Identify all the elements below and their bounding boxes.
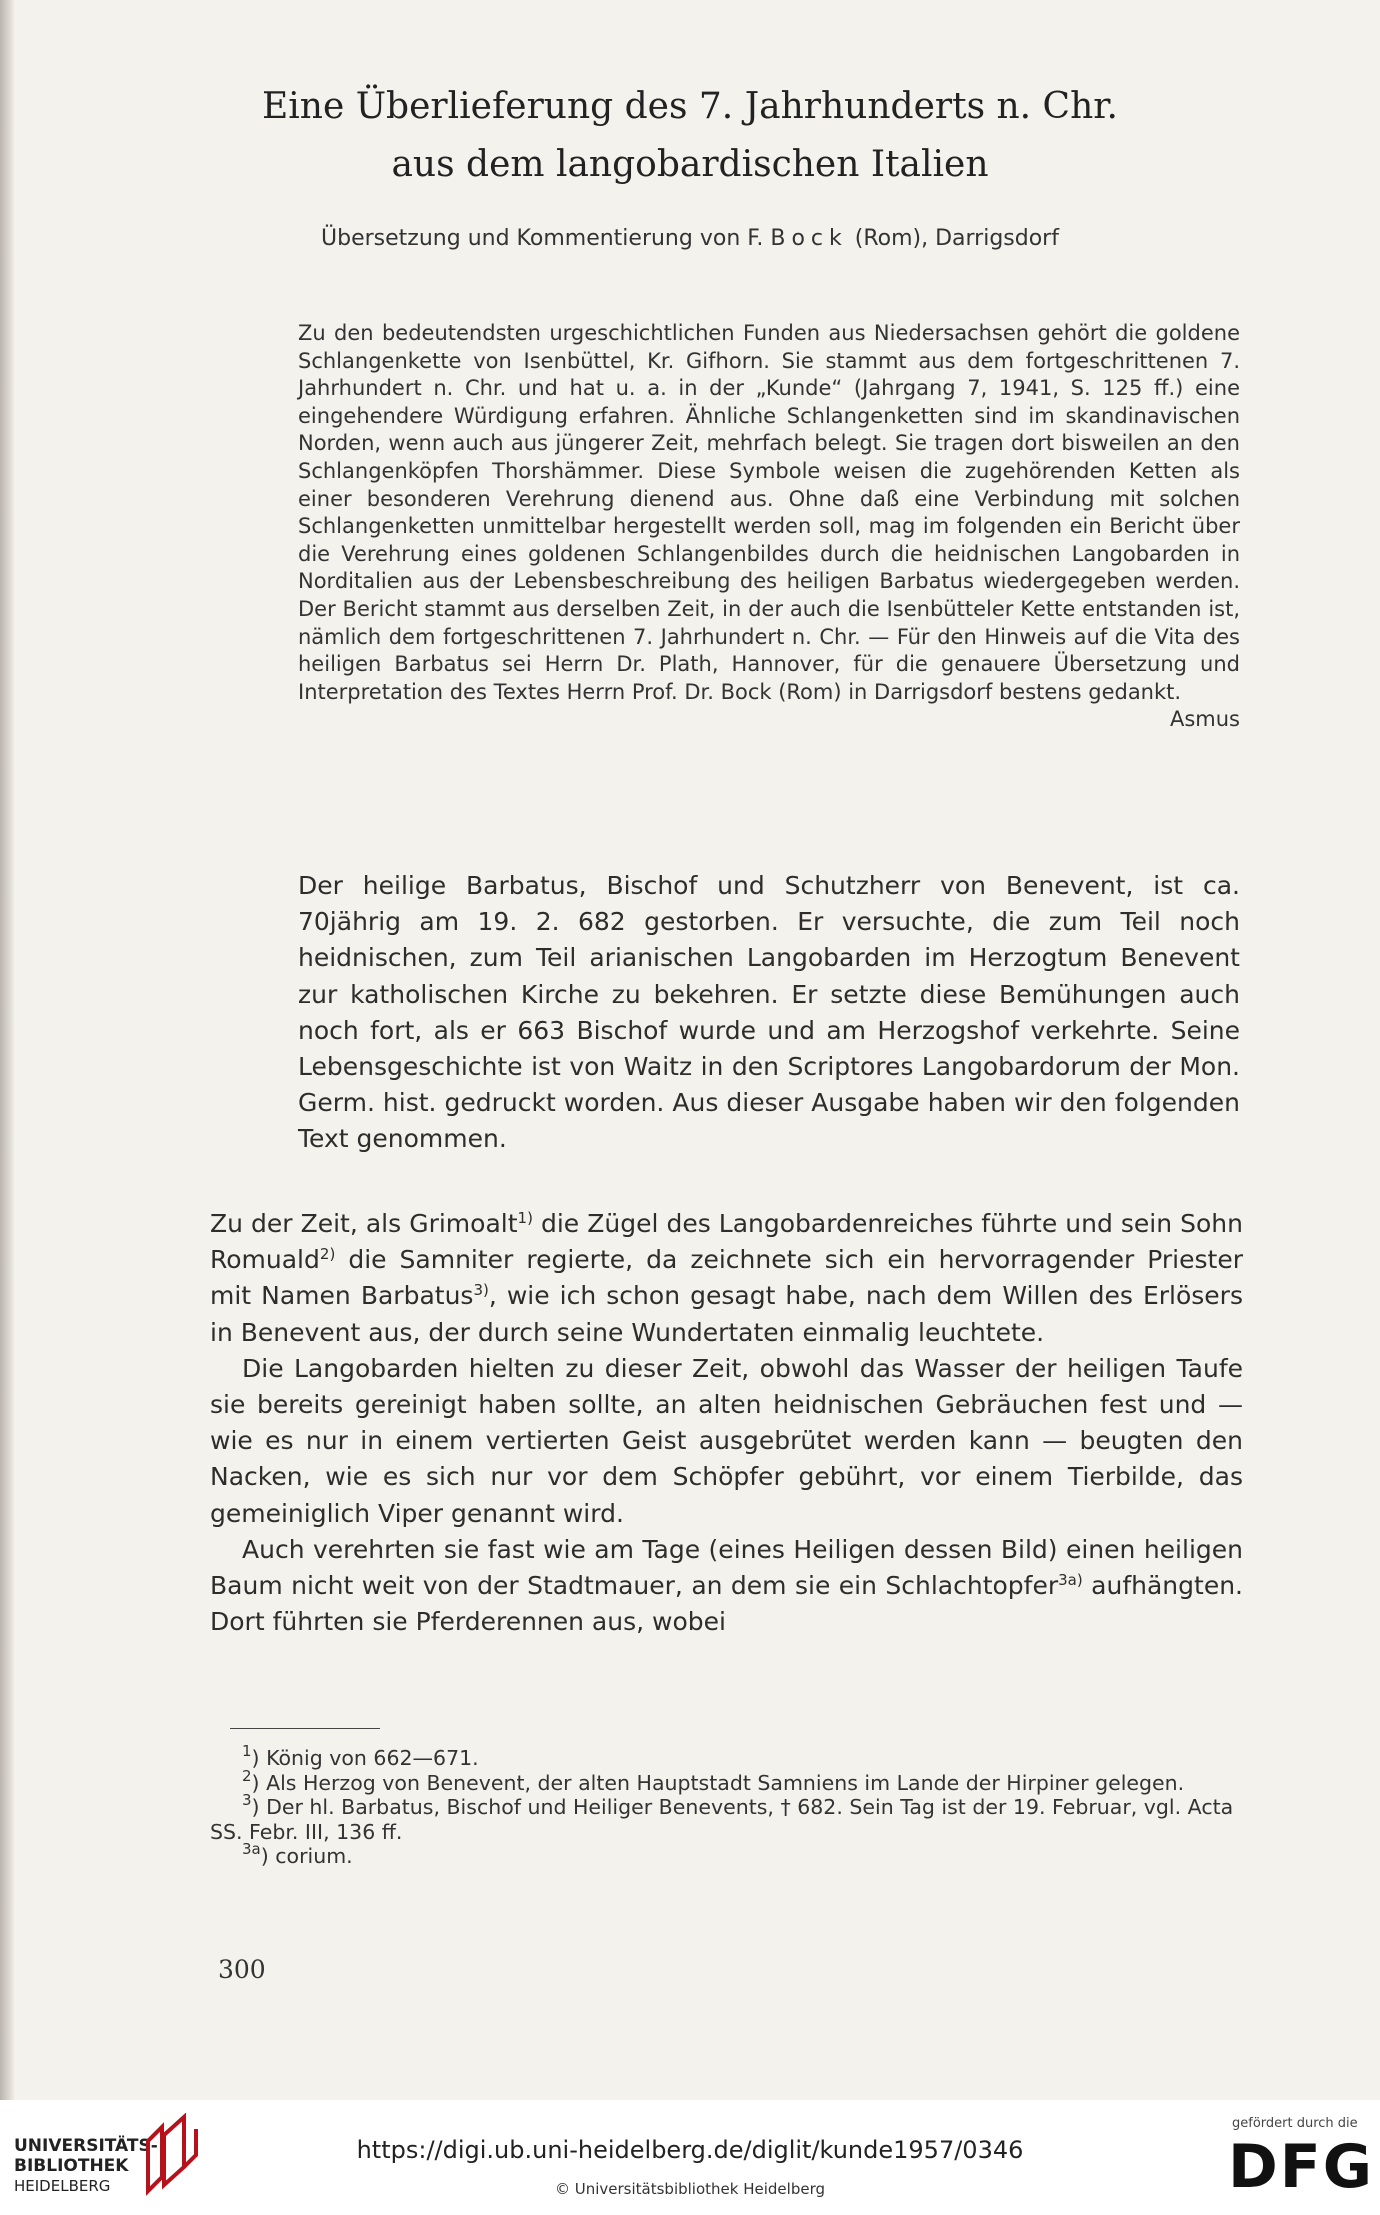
footnote-3: $^3$) Der hl. Barbatus, Bischof und Heiliger Benevents, † 682. Sein Tag ist der 19. Februar, vgl. Acta SS. Febr. III, 136 ff. [210, 1791, 1234, 1844]
article-title-line2: aus dem langobardischen Italien [391, 144, 989, 185]
library-name: UNIVERSITÄTS- BIBLIOTHEK HEIDELBERG [14, 2136, 158, 2195]
byline-prefix: Übersetzung und Kommentierung von F. [321, 226, 771, 251]
paragraph-1-part-a: Zu der Zeit, als Grimoalt [210, 1209, 518, 1238]
copyright-notice: © Universitätsbibliothek Heidelberg [554, 2180, 825, 2198]
funding-note: gefördert durch die [1232, 2116, 1358, 2131]
paragraph-3 [210, 1532, 1243, 1641]
main-text [210, 1206, 1243, 1640]
page-number: 300 [218, 1955, 266, 1984]
intro-signature: Asmus [1169, 707, 1240, 732]
paragraph-2: Die Langobarden hielten zu dieser Zeit, obwohl das Wasser der heiligen Taufe sie bereits gereinigt haben sollte, an alten heidnischen Gebräuchen fest und — wie es nur in einem vertierten Geist ausgebrütet werden kann — beugten den Nacken, wie es sich nur vor dem Schöpfer gebührt, vor einem Tierbilde, das gemeiniglich Viper genannt wird. [210, 1353, 1243, 1528]
paragraph-1-part-c: die Samniter regierte, da zeichnete sich ein hervorragender Priester mit Namen Barbatus [210, 1245, 1243, 1311]
footnote-ref-3a: 3a) [1058, 1571, 1083, 1590]
intro-text: Zu den bedeutendsten urgeschichtlichen Funden aus Niedersachsen gehört die goldene Schlangenkette von Isenbüttel, Kr. Gifhorn. Sie stammt aus dem fortgeschrittenen 7. Jahrhundert n. Chr. und hat u. a. in der „Kunde“ (Jahrgang 7, 1941, S. 125 ff.) eine eingehendere Würdigung erfahren. Ähnliche Schlangenketten sind im skandinavischen Norden, wenn auch aus jüngerer Zeit, mehrfach belegt. Sie tragen dort bisweilen an den Schlangenköpfen Thorshämmer. Diese Symbole weisen die zugehörenden Ketten als einer besonderen Verehrung dienend aus. Ohne daß eine Verbindung mit solchen Schlangenketten unmittelbar hergestellt werden soll, mag im folgenden ein Bericht über die Verehrung eines goldenen Schlangenbildes durch die heidnischen Langobarden in Norditalien aus der Lebensbeschreibung des heiligen Barbatus wiedergegeben werden. Der Bericht stammt aus derselben Zeit, in der auch die Isenbütteler Kette entstanden ist, nämlich dem fortgeschrittenen 7. Jahrhundert n. Chr. — Für den Hinweis auf die Vita des heiligen Barbatus sei Herrn Dr. Plath, Hannover, für die genauere Übersetzung und Interpretation des Textes Herrn Prof. Dr. Bock (Rom) in Darrigsdorf bestens gedankt. [298, 321, 1240, 704]
footnote-1: $^1$) König von 662—671. [242, 1742, 479, 1770]
footnote-divider [230, 1728, 380, 1729]
footnote-ref-3: 3) [473, 1281, 489, 1300]
paragraph-1-part-d: , wie ich schon gesagt habe, nach dem Willen des Erlösers in Benevent aus, der durch seine Wundertaten einmalig leuchtete. [210, 1281, 1243, 1347]
paragraph-1 [210, 1206, 1243, 1351]
intro-paragraph [298, 320, 1240, 734]
article-title-line1: Eine Überlieferung des 7. Jahrhunderts n. Chr. [261, 86, 1118, 127]
byline-suffix: (Rom), Darrigsdorf [847, 226, 1059, 251]
paragraph-1-part-b: die Zügel des Langobardenreiches führte und sein Sohn Romuald [210, 1209, 1243, 1275]
footnote-2: $^2$) Als Herzog von Benevent, der alten Hauptstadt Samniens im Lande der Hirpiner gelegen. [242, 1766, 1185, 1795]
footnote-ref-2: 2) [319, 1245, 336, 1264]
footnote-3a: $^{3a}$) corium. [242, 1840, 353, 1868]
page-edge-shadow [0, 0, 14, 2100]
byline [200, 226, 1180, 251]
footnotes [210, 1742, 1243, 1869]
permalink-url[interactable]: https://digi.ub.uni-heidelberg.de/diglit/kunde1957/0346 [356, 2136, 1024, 2164]
dfg-logo: DFG [1228, 2132, 1375, 2202]
footnote-ref-1: 1) [517, 1209, 533, 1227]
lead-paragraph: Der heilige Barbatus, Bischof und Schutzherr von Benevent, ist ca. 70jährig am 19. 2. 682 gestorben. Er versuchte, die zum Teil noch heidnischen, zum Teil arianischen Langobarden im Herzogtum Benevent zur katholischen Kirche zu bekehren. Er setzte diese Bemühungen auch noch fort, als er 663 Bischof wurde und am Herzogshof verkehrte. Seine Lebensgeschichte ist von Waitz in den Scriptores Langobardorum der Mon. Germ. hist. gedruckt worden. Aus dieser Ausgabe haben wir den folgenden Text genommen. [298, 871, 1240, 1154]
byline-author: Bock [770, 226, 848, 251]
paragraph-3-part-b: aufhängten. Dort führten sie Pferderennen aus, wobei [210, 1571, 1243, 1637]
paragraph-3-part-a: Auch verehrten sie fast wie am Tage (eines Heiligen dessen Bild) einen heiligen Baum nicht weit von der Stadtmauer, an dem sie ein Schlachtopfer [210, 1534, 1243, 1601]
